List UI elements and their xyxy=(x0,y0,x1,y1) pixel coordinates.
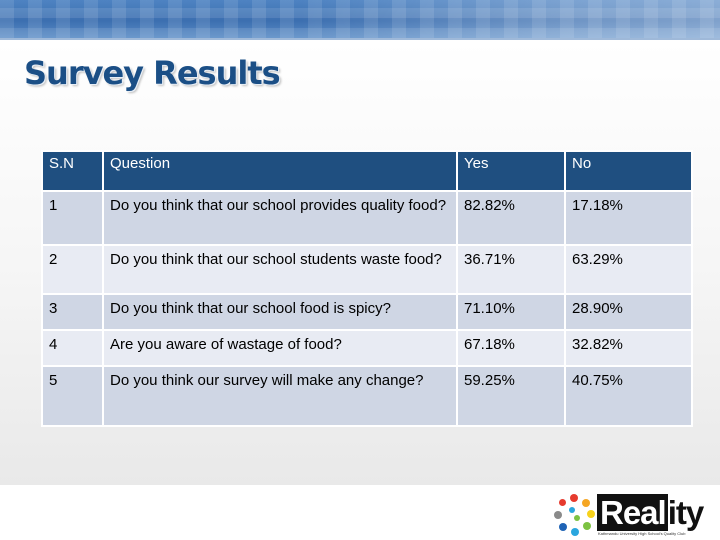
logo-dot xyxy=(570,494,578,502)
cell-question: Do you think that our school food is spicy? xyxy=(103,294,457,330)
table-row xyxy=(42,366,692,426)
slide-title: Survey Results xyxy=(24,54,280,92)
cell-yes: 71.10% xyxy=(457,294,565,330)
header-no: No xyxy=(565,151,692,191)
logo-dot xyxy=(559,523,567,531)
logo-word-boxed: Real xyxy=(597,494,668,531)
cell-question: Are you aware of wastage of food? xyxy=(103,330,457,366)
table-row xyxy=(42,330,692,366)
header-sn: S.N xyxy=(42,151,103,191)
cell-sn: 5 xyxy=(42,366,103,426)
cell-sn: 2 xyxy=(42,245,103,294)
survey-results-table xyxy=(41,150,693,427)
logo-dot xyxy=(587,510,595,518)
logo-tagline: Kathmandu University High School's Quality Club xyxy=(598,531,686,536)
cell-sn: 1 xyxy=(42,191,103,245)
logo-dot xyxy=(559,499,566,506)
reality-logo xyxy=(552,493,716,539)
table-header-row xyxy=(42,151,692,191)
cell-yes: 36.71% xyxy=(457,245,565,294)
table-row xyxy=(42,191,692,245)
cell-question: Do you think that our school students waste food? xyxy=(103,245,457,294)
cell-no: 28.90% xyxy=(565,294,692,330)
logo-dot xyxy=(574,515,580,521)
cell-sn: 4 xyxy=(42,330,103,366)
cell-yes: 59.25% xyxy=(457,366,565,426)
table-row xyxy=(42,245,692,294)
header-yes: Yes xyxy=(457,151,565,191)
logo-word-rest: ity xyxy=(667,494,704,531)
cell-yes: 82.82% xyxy=(457,191,565,245)
logo-dot xyxy=(583,522,591,530)
logo-dots-icon xyxy=(552,493,598,539)
cell-no: 17.18% xyxy=(565,191,692,245)
top-banner xyxy=(0,0,720,38)
logo-dot xyxy=(571,528,579,536)
cell-no: 40.75% xyxy=(565,366,692,426)
cell-yes: 67.18% xyxy=(457,330,565,366)
logo-dot xyxy=(554,511,562,519)
banner-glow xyxy=(300,0,720,38)
cell-question: Do you think our survey will make any change? xyxy=(103,366,457,426)
cell-no: 63.29% xyxy=(565,245,692,294)
logo-wordmark xyxy=(597,495,703,531)
logo-dot xyxy=(569,507,575,513)
cell-no: 32.82% xyxy=(565,330,692,366)
header-question: Question xyxy=(103,151,457,191)
cell-question: Do you think that our school provides quality food? xyxy=(103,191,457,245)
table-row xyxy=(42,294,692,330)
cell-sn: 3 xyxy=(42,294,103,330)
logo-dot xyxy=(582,499,590,507)
